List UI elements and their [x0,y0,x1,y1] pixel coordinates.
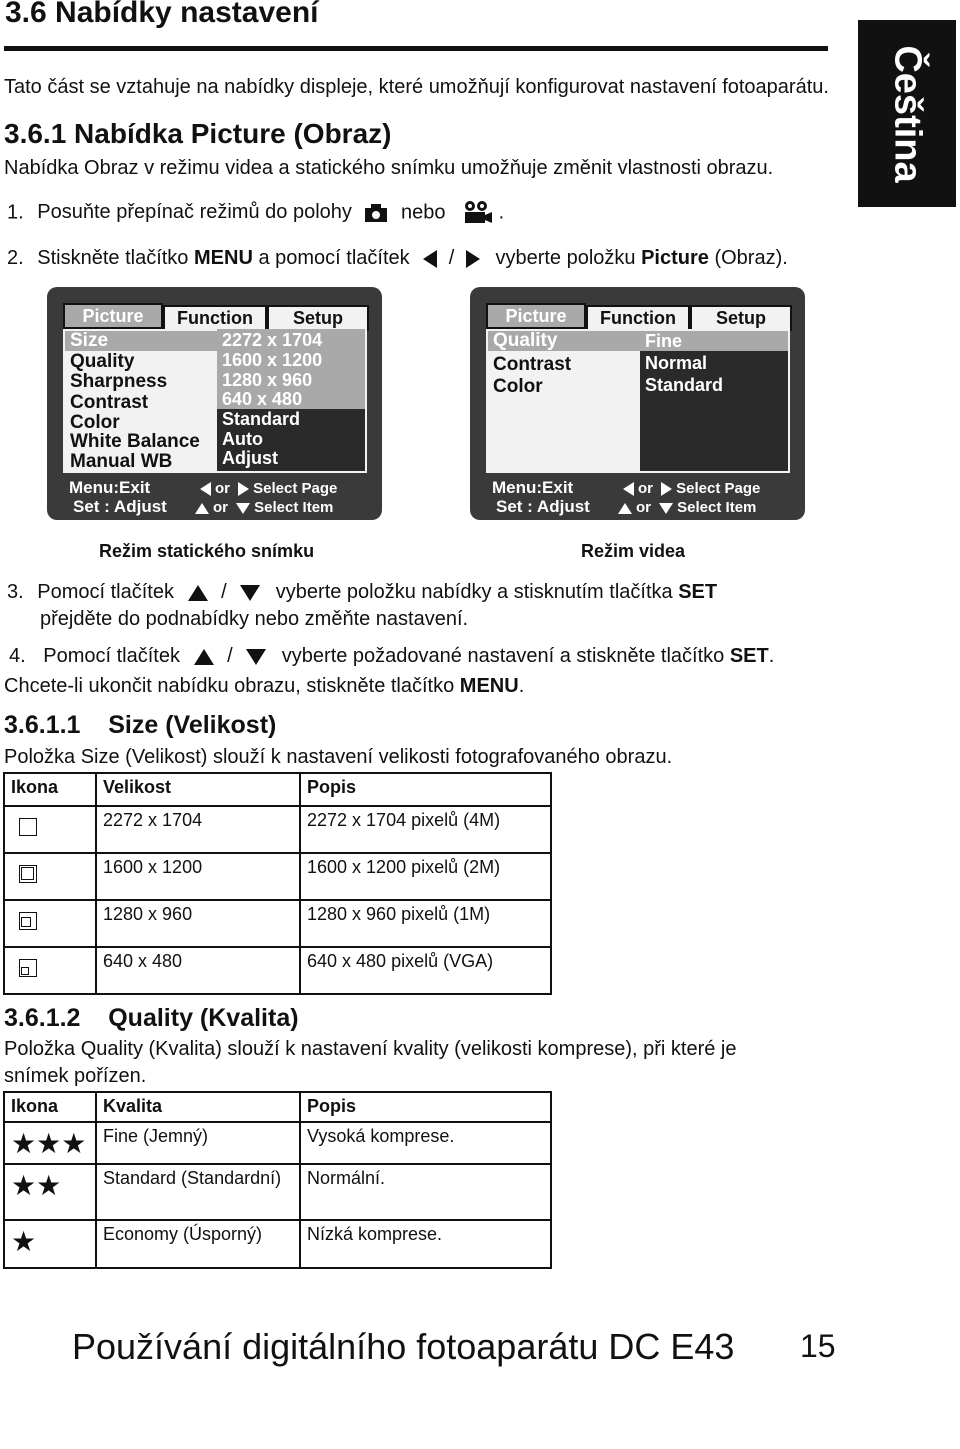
footer-select-page [200,480,337,497]
quality-value: Standard (Standardní) [96,1164,300,1220]
icon-cell [4,853,96,900]
exit-text: Chcete-li ukončit nabídku obrazu, stiskněte tlačítko [4,675,460,697]
step-text: (Obraz). [708,247,788,269]
set-key-label: SET [729,645,769,667]
tab-picture: Picture [486,303,586,329]
icon-cell [4,900,96,947]
size-value: 2272 x 1704 [96,806,300,853]
left-arrow-icon [623,482,634,496]
table-row [4,1122,551,1164]
step-text: Pomocí tlačítek [43,645,180,667]
still-mode-screen [47,287,382,520]
down-arrow-icon [659,503,673,514]
down-arrow-icon [240,585,260,601]
exit-instruction [4,675,524,698]
size-section-desc: Položka Size (Velikost) slouží k nastavení velikosti fotografovaného obrazu. [4,746,673,768]
step-number: 3. [7,581,24,603]
option-auto: Auto [222,429,263,449]
video-mode-screen [470,287,805,520]
option-standard: Standard [645,375,724,395]
separator: / [448,247,455,269]
menu-key-label: MENU [194,247,253,269]
or-text: or [638,480,653,497]
size-table [3,772,552,995]
option-normal: Normal [645,353,708,373]
quality-section-title: 3.6.1.2 Quality (Kvalita) [4,1004,299,1032]
quality-desc: Normální. [300,1164,551,1220]
step-3 [7,581,717,604]
step-text: vyberte požadované nastavení a stiskněte tlačítko [281,645,730,667]
left-arrow-icon [200,482,211,496]
exit-text: . [518,675,525,697]
step-1 [7,200,504,226]
up-arrow-icon [188,585,208,601]
quality-desc: Nízká komprese. [300,1220,551,1268]
table-row [4,900,551,947]
right-arrow-icon [661,482,672,496]
tab-setup: Setup [267,305,369,331]
quality-section-desc-2: snímek pořízen. [4,1065,147,1087]
header-desc: Popis [300,773,551,806]
footer-select-item [618,499,756,516]
set-key-label: SET [678,581,718,603]
table-row [4,947,551,994]
left-arrow-icon [423,250,437,268]
select-item-text: Select Item [677,499,757,516]
footer-select-item [195,499,333,516]
table-row [4,806,551,853]
up-arrow-icon [618,503,632,514]
table-row [4,1164,551,1220]
separator: / [221,581,227,603]
icon-cell [4,947,96,994]
intro-text: Tato část se vztahuje na nabídky displeje, které umožňují konfigurovat nastavení fotoaparátu. [4,76,829,98]
video-camera-icon [459,200,493,226]
section-title-picture: 3.6.1 Nabídka Picture (Obraz) [4,118,392,149]
option-640x480: 640 x 480 [222,389,303,409]
step-text: . [498,201,505,224]
table-row [4,1220,551,1268]
tab-function: Function [586,305,690,331]
size-vga-icon [19,959,37,977]
header-size: Velikost [96,773,300,806]
step-number: 4. [9,645,26,667]
up-arrow-icon [194,649,214,665]
caption-video: Režim videa [581,541,686,561]
star-icon: ★★★ [4,1122,96,1164]
or-text: or [213,499,228,516]
header-icon: Ikona [4,773,96,806]
tab-function: Function [163,305,267,331]
right-arrow-icon [238,482,249,496]
step-2 [7,247,788,270]
header-icon: Ikona [4,1092,96,1122]
option-1280x960: 1280 x 960 [222,370,313,390]
menu-item-color: Color [70,412,120,433]
step-text: vyberte položku [495,247,642,269]
footer-exit: Menu:Exit [492,478,574,497]
step-text: nebo [401,201,446,224]
size-desc: 2272 x 1704 pixelů (4M) [300,806,551,853]
table-header-row [4,1092,551,1122]
size-desc: 1280 x 960 pixelů (1M) [300,900,551,947]
picture-label: Picture [641,247,709,269]
select-page-text: Select Page [676,480,761,497]
language-tab-label: Čeština [886,44,929,183]
quality-value: Fine (Jemný) [96,1122,300,1164]
page-heading: 3.6 Nabídky nastavení [5,0,319,29]
footer-set: Set : Adjust [496,497,590,516]
caption-still: Režim statického snímku [99,541,315,561]
menu-item-size: Size [65,331,222,351]
quality-desc: Vysoká komprese. [300,1122,551,1164]
select-page-text: Select Page [253,480,338,497]
size-desc: 1600 x 1200 pixelů (2M) [300,853,551,900]
option-1600x1200: 1600 x 1200 [222,350,323,370]
menu-item-white-balance: White Balance [70,431,200,452]
header-quality: Kvalita [96,1092,300,1122]
section-desc-picture: Nabídka Obraz v režimu videa a statického snímku umožňuje změnit vlastnosti obrazu. [4,157,774,179]
menu-item-sharpness: Sharpness [70,371,168,392]
step-4 [9,645,774,668]
step-text: vyberte položku nabídky a stisknutím tlačítka [275,581,679,603]
step-number: 1. [7,201,24,224]
down-arrow-icon [246,649,266,665]
menu-key-label: MENU [459,675,519,697]
tab-setup: Setup [690,305,792,331]
quality-value: Economy (Úsporný) [96,1220,300,1268]
separator: / [227,645,233,667]
size-value: 1600 x 1200 [96,853,300,900]
menu-item-color: Color [493,376,543,397]
up-arrow-icon [195,503,209,514]
size-2m-icon [19,865,37,883]
star-icon: ★ [4,1220,96,1268]
header-desc: Popis [300,1092,551,1122]
size-value: 640 x 480 [96,947,300,994]
or-text: or [636,499,651,516]
step-number: 2. [7,247,24,269]
quality-table [3,1091,552,1269]
footer-set: Set : Adjust [73,497,167,516]
step-text: . [768,645,775,667]
step-3-line-2: přejděte do podnabídky nebo změňte nastavení. [40,608,469,630]
down-arrow-icon [236,503,250,514]
star-icon: ★★ [4,1164,96,1220]
footer-select-page [623,480,760,497]
footer-title: Používání digitálního fotoaparátu DC E43 [72,1326,735,1367]
select-item-text: Select Item [254,499,334,516]
size-1m-icon [19,912,37,930]
or-text: or [215,480,230,497]
size-desc: 640 x 480 pixelů (VGA) [300,947,551,994]
size-section-title: 3.6.1.1 Size (Velikost) [4,711,277,739]
menu-item-contrast: Contrast [493,354,572,375]
right-arrow-icon [466,250,480,268]
option-adjust: Adjust [222,448,278,468]
option-standard: Standard [222,409,301,429]
menu-item-quality: Quality [70,351,135,372]
tab-picture: Picture [63,303,163,329]
menu-item-manual-wb: Manual WB [70,451,173,472]
menu-item-quality: Quality [488,331,788,351]
menu-item-contrast: Contrast [70,392,149,413]
option-2272x1704: 2272 x 1704 [222,330,323,350]
table-row [4,853,551,900]
step-text: a pomocí tlačítek [252,247,410,269]
page-number: 15 [800,1328,836,1364]
camera-icon [363,203,389,223]
size-4m-icon [19,818,37,836]
table-header-row [4,773,551,806]
icon-cell [4,806,96,853]
step-text: Stiskněte tlačítko [37,247,194,269]
footer-exit: Menu:Exit [69,478,151,497]
option-fine: Fine [645,331,683,351]
step-text: Pomocí tlačítek [37,581,174,603]
size-value: 1280 x 960 [96,900,300,947]
step-text: Posuňte přepínač režimů do polohy [37,201,352,224]
language-tab [858,20,956,207]
heading-rule [4,46,828,51]
quality-section-desc-1: Položka Quality (Kvalita) slouží k nastavení kvality (velikosti komprese), při které je [4,1038,737,1060]
